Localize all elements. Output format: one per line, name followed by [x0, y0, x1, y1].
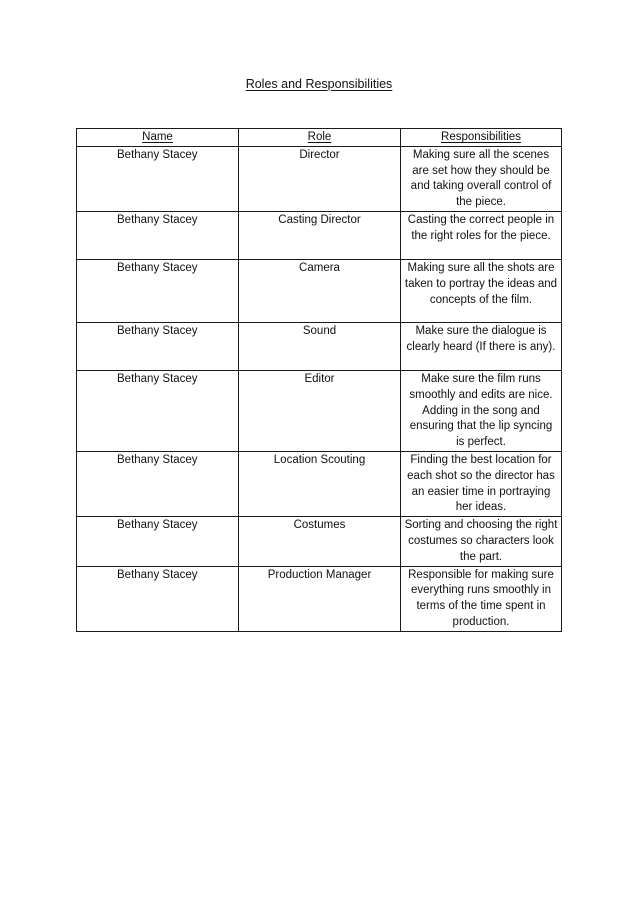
roles-table — [76, 128, 562, 632]
name-cell: Bethany Stacey — [77, 566, 239, 631]
table-row — [77, 566, 562, 631]
responsibilities-cell: Casting the correct people in the right roles for the piece. — [401, 211, 562, 259]
name-cell: Bethany Stacey — [77, 322, 239, 370]
name-cell: Bethany Stacey — [77, 451, 239, 516]
table-row — [77, 451, 562, 516]
responsibilities-cell: Finding the best location for each shot so the director has an easier time in portraying her ideas. — [401, 451, 562, 516]
responsibilities-cell: Make sure the film runs smoothly and edits are nice. Adding in the song and ensuring that the lip syncing is perfect. — [401, 370, 562, 451]
name-cell: Bethany Stacey — [77, 259, 239, 322]
table-row — [77, 259, 562, 322]
column-header-responsibilities: Responsibilities — [401, 129, 562, 147]
role-cell: Director — [239, 146, 401, 211]
role-cell: Location Scouting — [239, 451, 401, 516]
table-row — [77, 146, 562, 211]
responsibilities-cell: Make sure the dialogue is clearly heard (If there is any). — [401, 322, 562, 370]
role-cell: Editor — [239, 370, 401, 451]
responsibilities-cell: Making sure all the scenes are set how they should be and taking overall control of the piece. — [401, 146, 562, 211]
role-cell: Casting Director — [239, 211, 401, 259]
role-cell: Costumes — [239, 517, 401, 566]
name-cell: Bethany Stacey — [77, 370, 239, 451]
table-row — [77, 517, 562, 566]
column-header-role: Role — [239, 129, 401, 147]
responsibilities-cell: Sorting and choosing the right costumes so characters look the part. — [401, 517, 562, 566]
role-cell: Camera — [239, 259, 401, 322]
name-cell: Bethany Stacey — [77, 211, 239, 259]
page-title: Roles and Responsibilities — [245, 77, 393, 91]
table-header-row — [77, 129, 562, 147]
responsibilities-cell: Making sure all the shots are taken to portray the ideas and concepts of the film. — [401, 259, 562, 322]
column-header-name: Name — [77, 129, 239, 147]
name-cell: Bethany Stacey — [77, 517, 239, 566]
name-cell: Bethany Stacey — [77, 146, 239, 211]
table-row — [77, 370, 562, 451]
role-cell: Sound — [239, 322, 401, 370]
table-row — [77, 322, 562, 370]
responsibilities-cell: Responsible for making sure everything runs smoothly in terms of the time spent in production. — [401, 566, 562, 631]
role-cell: Production Manager — [239, 566, 401, 631]
table-row — [77, 211, 562, 259]
